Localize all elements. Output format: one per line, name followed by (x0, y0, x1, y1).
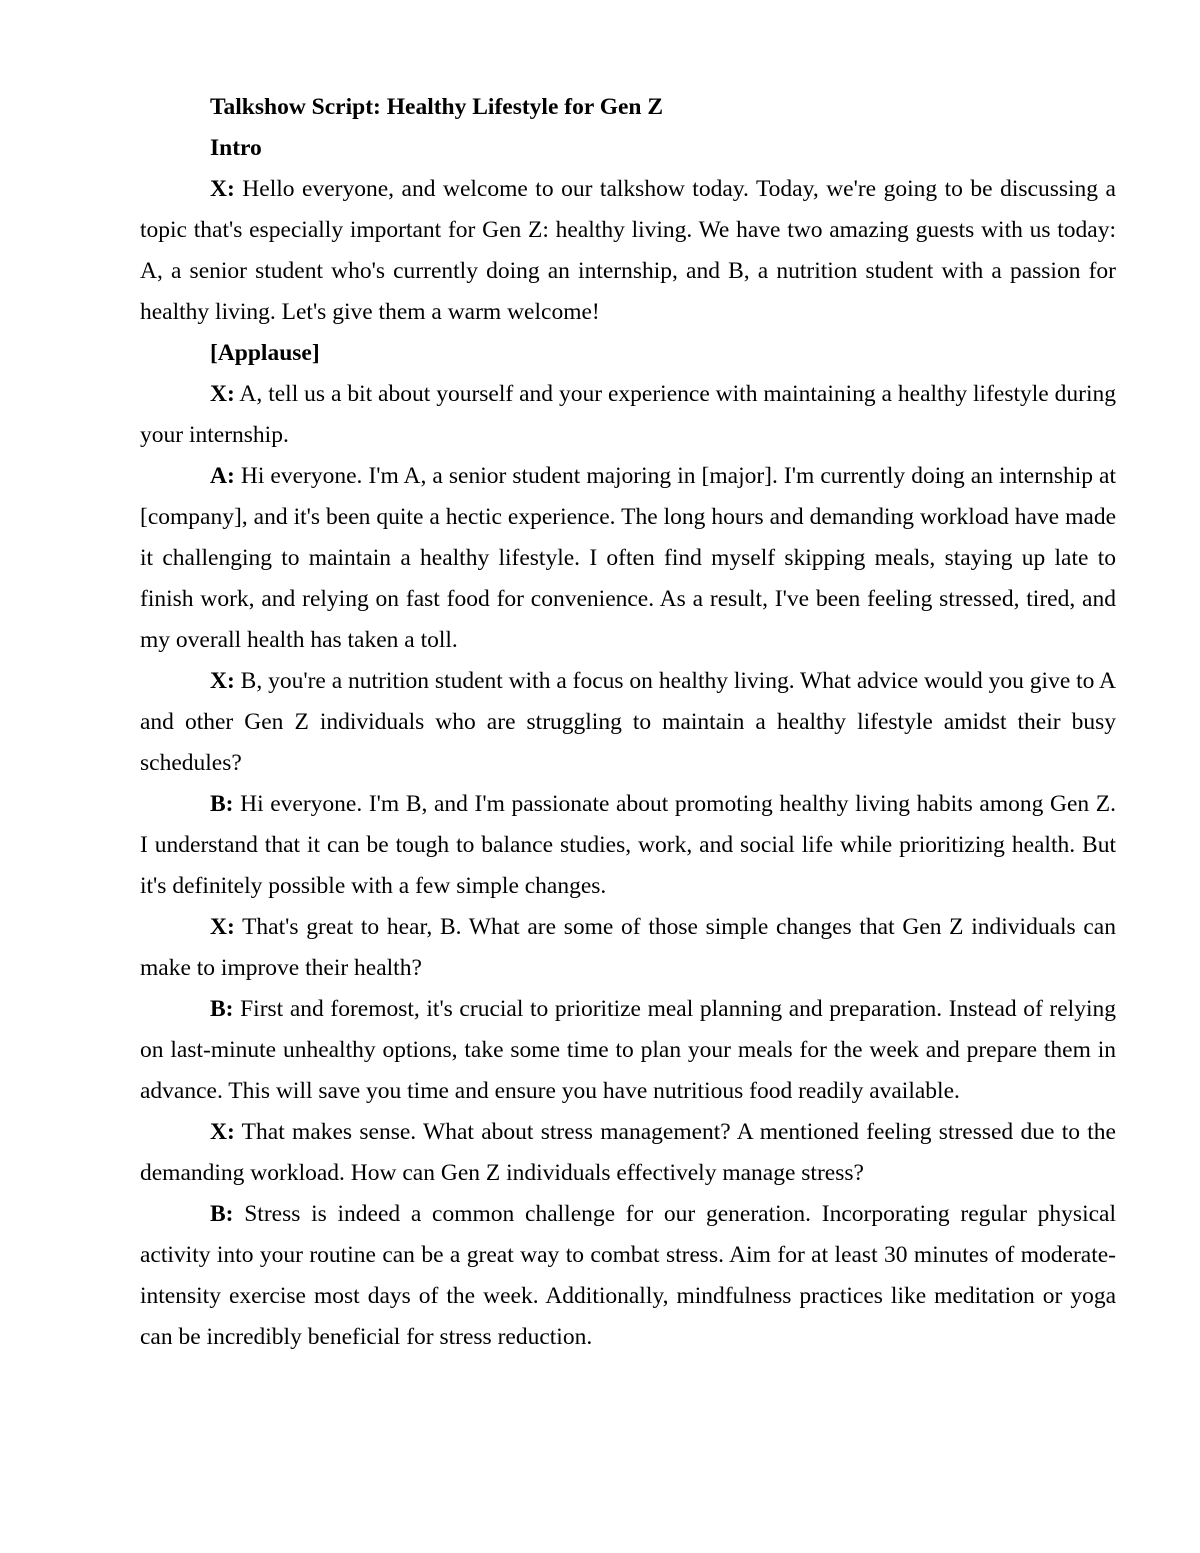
speaker-label: X: (210, 381, 235, 407)
speaker-label: X: (210, 668, 235, 694)
dialogue-text: That's great to hear, B. What are some of those simple changes that Gen Z individuals can make to improve their health? (140, 914, 1116, 981)
dialogue-text: Hi everyone. I'm A, a senior student majoring in [major]. I'm currently doing an internship at [company], and it's been quite a hectic experience. The long hours and demanding workload have made it challenging to maintain a healthy lifestyle. I often find myself skipping meals, staying up late to finish work, and relying on fast food for convenience. As a result, I've been feeling stressed, tired, and my overall health has taken a toll. (140, 463, 1116, 653)
speaker-label: B: (210, 996, 234, 1022)
dialogue-paragraph (140, 907, 1116, 989)
speaker-label: X: (210, 914, 235, 940)
dialogue-paragraph (140, 169, 1116, 333)
section-heading: Intro (210, 135, 262, 161)
dialogue-paragraph (140, 456, 1116, 661)
dialogue-text: First and foremost, it's crucial to prioritize meal planning and preparation. Instead of relying on last-minute unhealthy options, take some time to plan your meals for the week and prepare them in advance. This will save you time and ensure you have nutritious food readily available. (140, 996, 1116, 1104)
dialogue-paragraph (140, 661, 1116, 784)
speaker-label: X: (210, 1119, 235, 1145)
speaker-label: B: (210, 791, 234, 817)
speaker-label: X: (210, 176, 235, 202)
dialogue-text: Hello everyone, and welcome to our talkshow today. Today, we're going to be discussing a topic that's especially important for Gen Z: healthy living. We have two amazing guests with us today: A, a senior student who's currently doing an internship, and B, a nutrition student with a passion for healthy living. Let's give them a warm welcome! (140, 176, 1116, 325)
dialogue-text: Stress is indeed a common challenge for our generation. Incorporating regular physical activity into your routine can be a great way to combat stress. Aim for at least 30 minutes of moderate-intensity exercise most days of the week. Additionally, mindfulness practices like meditation or yoga can be incredibly beneficial for stress reduction. (140, 1201, 1116, 1350)
dialogue-paragraph (140, 784, 1116, 907)
stage-direction: [Applause] (210, 340, 320, 366)
document-title: Talkshow Script: Healthy Lifestyle for Gen Z (210, 94, 664, 120)
dialogue-paragraph (140, 1112, 1116, 1194)
dialogue-paragraph (140, 989, 1116, 1112)
dialogue-paragraph (140, 374, 1116, 456)
document-body (140, 87, 1116, 1358)
speaker-label: B: (210, 1201, 234, 1227)
dialogue-text: A, tell us a bit about yourself and your experience with maintaining a healthy lifestyle during your internship. (140, 381, 1116, 448)
speaker-label: A: (210, 463, 235, 489)
dialogue-text: That makes sense. What about stress management? A mentioned feeling stressed due to the demanding workload. How can Gen Z individuals effectively manage stress? (140, 1119, 1116, 1186)
dialogue-text: Hi everyone. I'm B, and I'm passionate about promoting healthy living habits among Gen Z. I understand that it can be tough to balance studies, work, and social life while prioritizing health. But it's definitely possible with a few simple changes. (140, 791, 1116, 899)
dialogue-paragraph (140, 1194, 1116, 1358)
dialogue-text: B, you're a nutrition student with a focus on healthy living. What advice would you give to A and other Gen Z individuals who are struggling to maintain a healthy lifestyle amidst their busy schedules? (140, 668, 1116, 776)
